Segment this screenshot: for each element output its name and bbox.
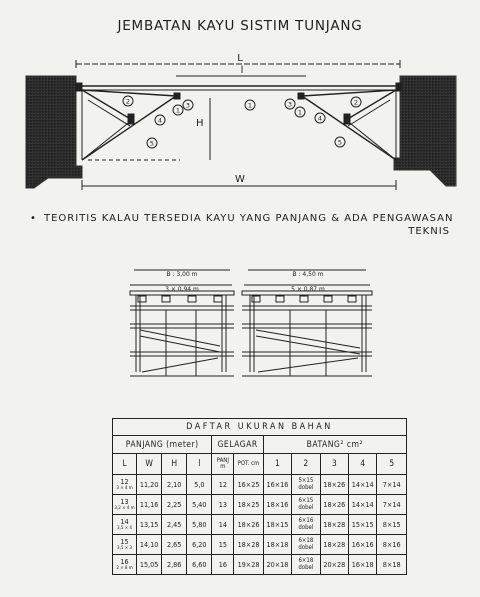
- dim-L-label: L: [237, 53, 243, 64]
- cell-batang-2: 6×18 dobel: [292, 555, 320, 575]
- cell-H: 2,86: [162, 555, 187, 575]
- cell-L: 12 3 × 4 m: [113, 475, 137, 495]
- svg-text:5 × 0,87 m: 5 × 0,87 m: [291, 286, 325, 293]
- cell-panj: 13: [212, 495, 234, 515]
- col-header: 5: [377, 454, 407, 475]
- cell-l: 6,60: [187, 555, 212, 575]
- right-abutment: [394, 76, 456, 186]
- cell-panj: 14: [212, 515, 234, 535]
- dim-l-label: l: [240, 65, 244, 76]
- left-abutment: [26, 76, 82, 188]
- svg-text:5: 5: [149, 139, 155, 148]
- cell-batang-2: 6×16 dobel: [292, 515, 320, 535]
- cell-batang-5: 8×16: [377, 535, 407, 555]
- svg-text:1: 1: [297, 108, 303, 117]
- cross-section-left: [130, 270, 234, 376]
- cell-panj: 16: [212, 555, 234, 575]
- svg-text:2: 2: [125, 97, 131, 106]
- cell-pot: 19×28: [234, 555, 264, 575]
- cell-L: 15 3,5 × 3: [113, 535, 137, 555]
- col-header: PANJ m: [212, 454, 234, 475]
- group-gelagar: GELAGAR: [212, 436, 263, 454]
- table-row: [113, 475, 407, 495]
- cell-l: 5,0: [187, 475, 212, 495]
- dim-H-label: H: [196, 118, 204, 129]
- cell-batang-3: 18×28: [320, 515, 348, 535]
- cell-batang-1: 18×16: [263, 495, 291, 515]
- page-title: JEMBATAN KAYU SISTIM TUNJANG: [117, 18, 363, 34]
- cell-l: 5,80: [187, 515, 212, 535]
- cell-batang-3: 18×26: [320, 495, 348, 515]
- cell-H: 2,10: [162, 475, 187, 495]
- dim-W-label: W: [235, 174, 245, 185]
- col-header: l: [187, 454, 212, 475]
- table-row: [113, 495, 407, 515]
- cell-W: 11,16: [137, 495, 162, 515]
- cell-pot: 18×28: [234, 535, 264, 555]
- cell-W: 13,15: [137, 515, 162, 535]
- right-strut-system: [302, 90, 396, 160]
- cell-L: 13 3,2 × 4 m: [113, 495, 137, 515]
- cell-batang-1: 20×18: [263, 555, 291, 575]
- cell-batang-2: 6×18 dobel: [292, 535, 320, 555]
- cell-batang-4: 16×18: [348, 555, 376, 575]
- col-header: 4: [348, 454, 376, 475]
- cell-batang-1: 16×16: [263, 475, 291, 495]
- col-header: 1: [263, 454, 291, 475]
- material-size-table: [112, 418, 407, 575]
- cell-panj: 15: [212, 535, 234, 555]
- cell-batang-3: 18×28: [320, 535, 348, 555]
- svg-text:3 × 0,94 m: 3 × 0,94 m: [165, 286, 199, 293]
- bullet-dot: •: [30, 213, 37, 224]
- svg-text:5: 5: [337, 138, 343, 147]
- cell-batang-5: 7×14: [377, 495, 407, 515]
- cell-batang-5: 8×18: [377, 555, 407, 575]
- cell-batang-5: 8×15: [377, 515, 407, 535]
- note-line-2: TEKNIS: [408, 226, 450, 237]
- svg-text:4: 4: [157, 116, 163, 125]
- cell-L: 14 3,5 × 4: [113, 515, 137, 535]
- table-row: [113, 515, 407, 535]
- cell-L: 16 2 × 8 m: [113, 555, 137, 575]
- group-batang: BATANG² cm²: [263, 436, 406, 454]
- cell-l: 6,20: [187, 535, 212, 555]
- cross-section-right: [242, 270, 372, 376]
- table-caption: DAFTAR UKURAN BAHAN: [113, 419, 407, 436]
- col-header: POT. cm: [234, 454, 264, 475]
- cell-panj: 12: [212, 475, 234, 495]
- svg-text:2: 2: [353, 98, 359, 107]
- cell-batang-3: 20×28: [320, 555, 348, 575]
- note-line-1: TEORITIS KALAU TERSEDIA KAYU YANG PANJANG & ADA PENGAWASAN: [44, 213, 454, 224]
- cell-H: 2,25: [162, 495, 187, 515]
- cell-batang-2: 6×15 dobel: [292, 495, 320, 515]
- col-header: L: [113, 454, 137, 475]
- cell-W: 11,20: [137, 475, 162, 495]
- col-header: H: [162, 454, 187, 475]
- cell-batang-4: 15×15: [348, 515, 376, 535]
- svg-text:B : 4,50 m: B : 4,50 m: [292, 271, 324, 278]
- cell-batang-1: 18×15: [263, 515, 291, 535]
- svg-text:1: 1: [247, 101, 253, 110]
- cell-l: 5,40: [187, 495, 212, 515]
- cell-W: 15,05: [137, 555, 162, 575]
- group-panjang: PANJANG (meter): [113, 436, 212, 454]
- col-header: 2: [292, 454, 320, 475]
- cell-pot: 16×25: [234, 475, 264, 495]
- cell-H: 2,45: [162, 515, 187, 535]
- table-row: [113, 555, 407, 575]
- cell-batang-2: 5×15 dobel: [292, 475, 320, 495]
- svg-text:3: 3: [185, 101, 191, 110]
- svg-text:B : 3,00 m: B : 3,00 m: [166, 271, 198, 278]
- cell-batang-4: 16×16: [348, 535, 376, 555]
- col-header: W: [137, 454, 162, 475]
- svg-text:4: 4: [317, 114, 323, 123]
- cell-batang-4: 14×14: [348, 475, 376, 495]
- left-strut-system: [82, 90, 180, 160]
- cell-pot: 18×25: [234, 495, 264, 515]
- cell-W: 14,10: [137, 535, 162, 555]
- cell-batang-4: 14×14: [348, 495, 376, 515]
- cell-batang-1: 18×18: [263, 535, 291, 555]
- table-row: [113, 535, 407, 555]
- svg-text:3: 3: [287, 100, 293, 109]
- engineering-note: [30, 212, 460, 238]
- cell-pot: 18×26: [234, 515, 264, 535]
- cell-H: 2,65: [162, 535, 187, 555]
- svg-text:1: 1: [175, 106, 181, 115]
- cell-batang-3: 18×26: [320, 475, 348, 495]
- cell-batang-5: 7×14: [377, 475, 407, 495]
- col-header: 3: [320, 454, 348, 475]
